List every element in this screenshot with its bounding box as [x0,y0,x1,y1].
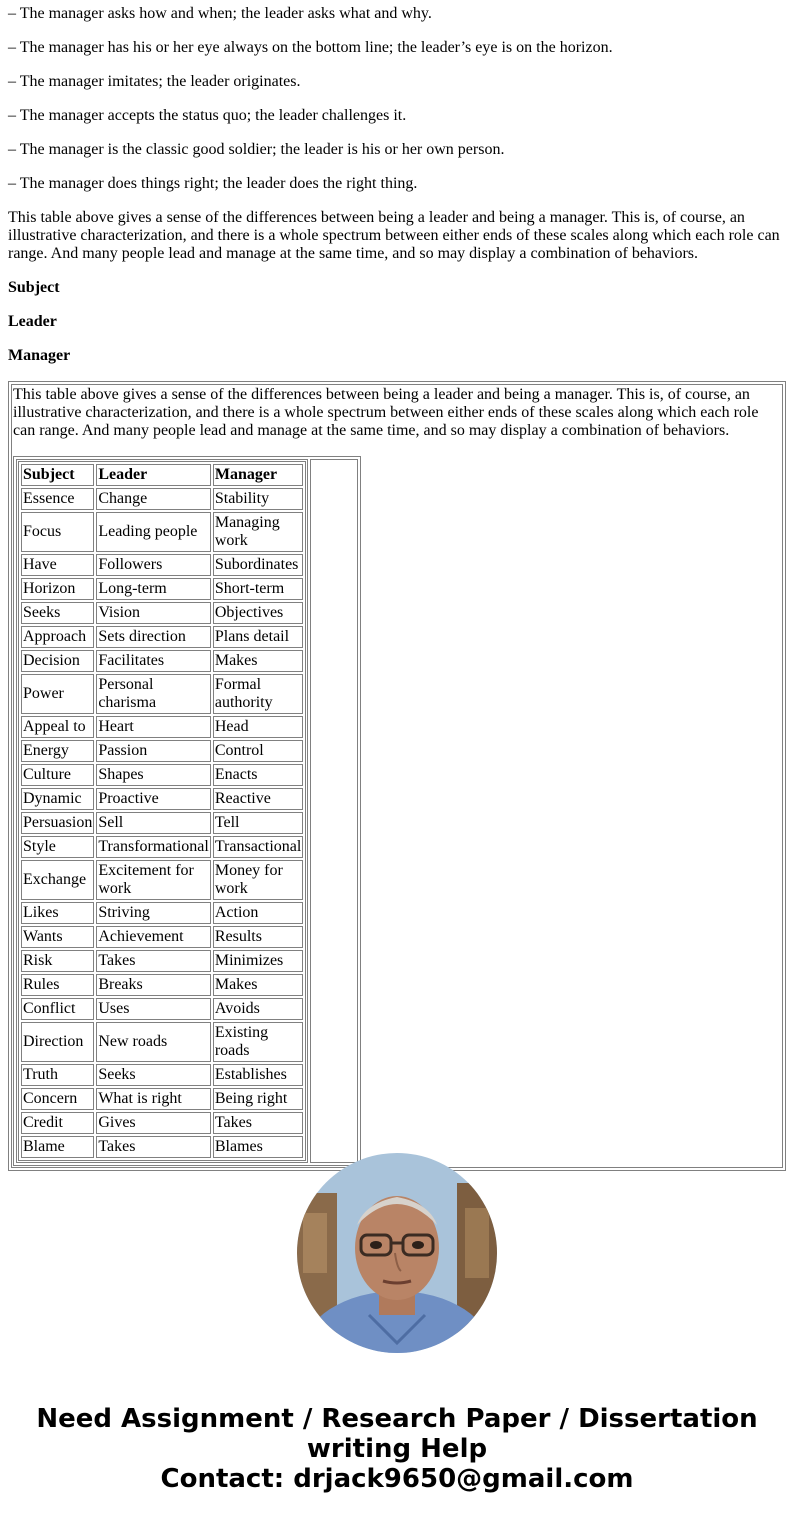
table-cell: Sets direction [96,626,211,648]
table-cell: Subordinates [213,554,304,576]
wrapper-table [13,456,361,1166]
table-cell: Direction [21,1022,94,1062]
table-cell: Leading people [96,512,211,552]
table-cell: Excitement for work [96,860,211,900]
table-cell: Wants [21,926,94,948]
leader-manager-table [18,461,306,1161]
table-cell: Horizon [21,578,94,600]
footer-contact-line: Contact: drjack9650@gmail.com [160,1464,634,1494]
table-row [21,626,303,648]
table-cell: What is right [96,1088,211,1110]
footer-help-line: Need Assignment / Research Paper / Dissertation writing Help [36,1404,758,1464]
table-cell: New roads [96,1022,211,1062]
table-row [21,836,303,858]
column-header: Subject [21,464,94,486]
table-row [21,650,303,672]
table-cell: Risk [21,950,94,972]
table-cell: Rules [21,974,94,996]
table-cell: Concern [21,1088,94,1110]
outer-table [8,381,786,1171]
table-cell: Stability [213,488,304,510]
contact-footer [0,1404,794,1494]
table-row [21,602,303,624]
table-row [21,488,303,510]
table-cell: Action [213,902,304,924]
table-cell: Style [21,836,94,858]
table-cell: Likes [21,902,94,924]
table-row [21,1136,303,1158]
table-cell: Objectives [213,602,304,624]
table-row [21,998,303,1020]
table-cell: Dynamic [21,788,94,810]
table-cell: Blame [21,1136,94,1158]
table-row [21,1064,303,1086]
table-cell: Transformational [96,836,211,858]
table-cell: Change [96,488,211,510]
table-cell: Exchange [21,860,94,900]
table-cell: Control [213,740,304,762]
table-cell: Gives [96,1112,211,1134]
heading-subject: Subject [8,279,60,296]
table-row [21,860,303,900]
table-cell: Personal charisma [96,674,211,714]
table-cell: Minimizes [213,950,304,972]
table-cell: Credit [21,1112,94,1134]
table-row [21,764,303,786]
table-cell: Conflict [21,998,94,1020]
table-row [21,950,303,972]
table-cell: Head [213,716,304,738]
table-cell: Uses [96,998,211,1020]
bullet-line: – The manager accepts the status quo; the leader challenges it. [8,107,407,124]
table-row [21,1088,303,1110]
table-cell: Transactional [213,836,304,858]
table-cell: Avoids [213,998,304,1020]
table-cell: Reactive [213,788,304,810]
table-cell: Money for work [213,860,304,900]
bullet-line: – The manager asks how and when; the leader asks what and why. [8,5,432,22]
table-cell: Plans detail [213,626,304,648]
table-cell: Existing roads [213,1022,304,1062]
table-cell: Shapes [96,764,211,786]
table-row [21,974,303,996]
column-header: Leader [96,464,211,486]
table-cell: Focus [21,512,94,552]
table-row [21,512,303,552]
table-row [21,674,303,714]
author-photo [297,1153,497,1353]
table-cell: Passion [96,740,211,762]
table-cell: Takes [96,950,211,972]
table-cell: Approach [21,626,94,648]
intro-paragraph: This table above gives a sense of the differences between being a leader and being a manager. This is, of course, an illustrative characterization, and there is a whole spectrum between either ends of these scales along which each role can range. And many people lead and manage at the same time, and so may display a combination of behaviors. [8,209,780,262]
person-portrait-icon [297,1153,497,1353]
bullet-list [8,5,786,193]
table-cell: Results [213,926,304,948]
table-cell: Decision [21,650,94,672]
table-cell: Followers [96,554,211,576]
wrapper-table-cell [16,459,308,1163]
table-cell: Tell [213,812,304,834]
table-cell: Takes [96,1136,211,1158]
heading-leader: Leader [8,313,57,330]
table-cell: Establishes [213,1064,304,1086]
table-cell: Power [21,674,94,714]
table-row [21,926,303,948]
table-row [21,740,303,762]
table-row [21,716,303,738]
table-cell: Appeal to [21,716,94,738]
table-row [21,578,303,600]
table-cell: Enacts [213,764,304,786]
table-cell: Truth [21,1064,94,1086]
table-cell: Seeks [96,1064,211,1086]
table-cell: Makes [213,974,304,996]
table-cell: Takes [213,1112,304,1134]
table-cell: Long-term [96,578,211,600]
bullet-line: – The manager has his or her eye always on the bottom line; the leader’s eye is on the horizon. [8,39,613,56]
table-cell: Breaks [96,974,211,996]
table-cell: Formal authority [213,674,304,714]
table-cell: Blames [213,1136,304,1158]
outer-table-cell [11,384,783,1168]
wrapper-table-empty-cell [310,459,358,1163]
table-cell: Managing work [213,512,304,552]
table-cell: Culture [21,764,94,786]
table-cell: Energy [21,740,94,762]
table-cell: Sell [96,812,211,834]
table-cell: Vision [96,602,211,624]
column-header: Manager [213,464,304,486]
table-cell: Have [21,554,94,576]
table-intro-text: This table above gives a sense of the differences between being a leader and being a manager. This is, of course, an illustrative characterization, and there is a whole spectrum between either ends of these scales along which each role can range. And many people lead and manage at the same time, and so may display a combination of behaviors. [13,386,759,439]
table-row [21,812,303,834]
table-cell: Short-term [213,578,304,600]
table-cell: Striving [96,902,211,924]
bullet-line: – The manager is the classic good soldier; the leader is his or her own person. [8,141,505,158]
table-cell: Proactive [96,788,211,810]
heading-manager: Manager [8,347,71,364]
table-cell: Achievement [96,926,211,948]
table-cell: Persuasion [21,812,94,834]
table-cell: Essence [21,488,94,510]
table-row [21,1022,303,1062]
table-row [21,788,303,810]
table-cell: Facilitates [96,650,211,672]
table-cell: Heart [96,716,211,738]
bullet-line: – The manager imitates; the leader originates. [8,73,301,90]
table-header-row [21,464,303,486]
table-cell: Makes [213,650,304,672]
table-cell: Being right [213,1088,304,1110]
table-row [21,554,303,576]
table-row [21,1112,303,1134]
bullet-line: – The manager does things right; the leader does the right thing. [8,175,418,192]
table-cell: Seeks [21,602,94,624]
table-row [21,902,303,924]
